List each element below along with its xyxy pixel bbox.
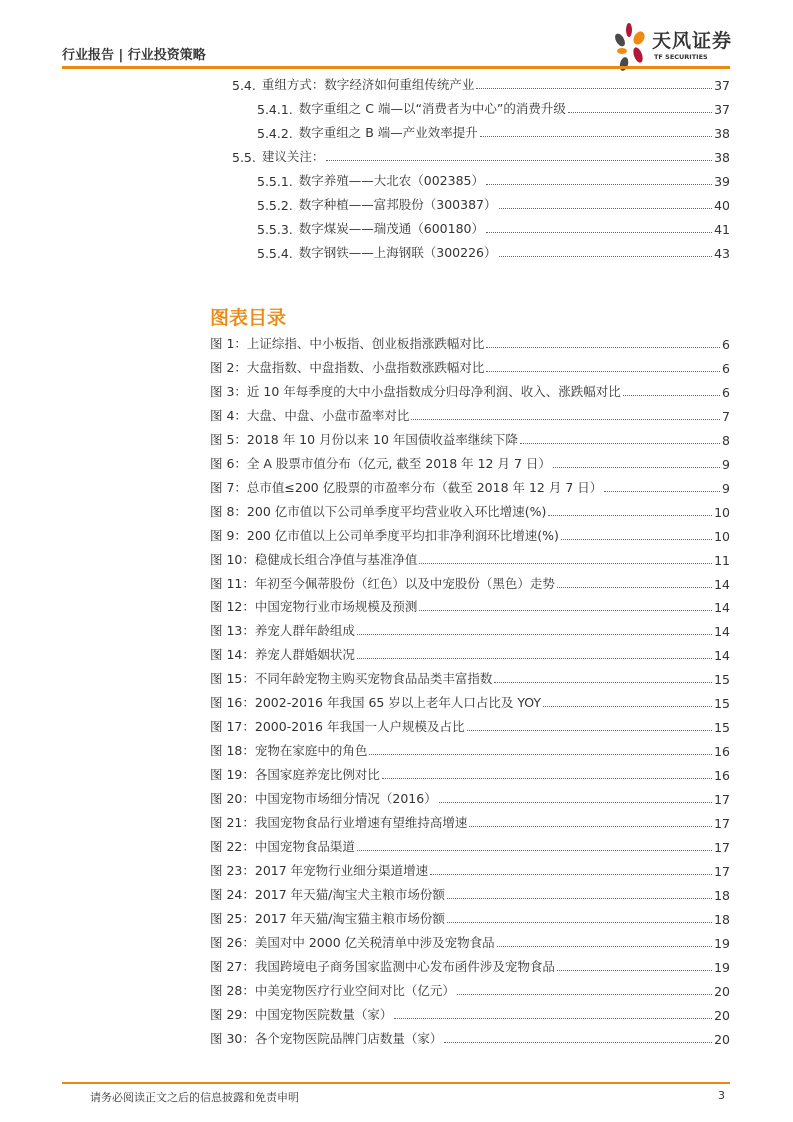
figure-entry[interactable] bbox=[210, 478, 730, 496]
dot-leader bbox=[543, 706, 712, 707]
entry-label: 图 11：年初至今佩蒂股份（红色）以及中宠股份（黑色）走势 bbox=[210, 575, 555, 591]
entry-label: 图 19：各国家庭养宠比例对比 bbox=[210, 767, 380, 783]
entry-page: 9 bbox=[722, 456, 730, 472]
entry-label: 建议关注： bbox=[261, 149, 325, 164]
figure-entry[interactable] bbox=[210, 765, 730, 783]
entry-page: 11 bbox=[714, 552, 730, 568]
entry-label: 图 26：美国对中 2000 亿关税清单中涉及宠物食品 bbox=[210, 934, 495, 950]
figure-entry[interactable] bbox=[210, 1029, 730, 1047]
dot-leader bbox=[382, 778, 712, 779]
dot-leader bbox=[623, 395, 720, 396]
dot-leader bbox=[520, 443, 720, 444]
figure-entry[interactable] bbox=[210, 645, 730, 663]
dot-leader bbox=[604, 491, 720, 492]
figure-entry[interactable] bbox=[210, 454, 730, 472]
entry-page: 37 bbox=[714, 102, 730, 117]
figure-entry[interactable] bbox=[210, 981, 730, 999]
figure-entry[interactable] bbox=[210, 957, 730, 975]
entry-page: 40 bbox=[714, 198, 730, 213]
entry-label: 图 13：养宠人群年龄组成 bbox=[210, 623, 355, 639]
toc-entry[interactable] bbox=[257, 243, 730, 261]
toc-entry[interactable] bbox=[257, 99, 730, 117]
figure-entry[interactable] bbox=[210, 382, 730, 400]
dot-leader bbox=[553, 467, 720, 468]
figure-entry[interactable] bbox=[210, 717, 730, 735]
entry-page: 9 bbox=[722, 480, 730, 496]
dot-leader bbox=[486, 184, 712, 185]
entry-label: 图 18：宠物在家庭中的角色 bbox=[210, 743, 368, 759]
entry-label: 数字养殖——大北农（002385） bbox=[298, 173, 484, 188]
entry-number: 5.4.1. bbox=[257, 102, 293, 117]
footer-divider bbox=[62, 1082, 730, 1084]
figure-entry[interactable] bbox=[210, 669, 730, 687]
entry-label: 图 30：各个宠物医院品牌门店数量（家） bbox=[210, 1030, 443, 1046]
entry-number: 5.5.4. bbox=[257, 246, 293, 261]
entry-number: 5.5. bbox=[232, 150, 256, 165]
entry-page: 6 bbox=[722, 384, 730, 400]
entry-page: 19 bbox=[714, 959, 730, 975]
entry-page: 17 bbox=[714, 839, 730, 855]
entry-label: 图 12：中国宠物行业市场规模及预测 bbox=[210, 599, 418, 615]
figure-entry[interactable] bbox=[210, 406, 730, 424]
entry-page: 6 bbox=[722, 337, 730, 352]
dot-leader bbox=[499, 256, 713, 257]
entry-label: 图 17：2000-2016 年我国一人户规模及占比 bbox=[210, 719, 465, 735]
dot-leader bbox=[369, 754, 712, 755]
entry-page: 14 bbox=[714, 576, 730, 592]
toc-entry[interactable] bbox=[257, 123, 730, 141]
entry-page: 37 bbox=[714, 78, 730, 93]
entry-page: 7 bbox=[722, 408, 730, 424]
figure-entry[interactable] bbox=[210, 502, 730, 520]
dot-leader bbox=[467, 730, 713, 731]
header-divider bbox=[62, 66, 730, 69]
dot-leader bbox=[444, 1042, 712, 1043]
figure-entry[interactable] bbox=[210, 741, 730, 759]
dot-leader bbox=[557, 970, 712, 971]
entry-label: 图 25：2017 年天猫/淘宝猫主粮市场份额 bbox=[210, 910, 445, 926]
figure-entry[interactable] bbox=[210, 837, 730, 855]
entry-label: 图 2：大盘指数、中盘指数、小盘指数涨跌幅对比 bbox=[210, 359, 485, 375]
figure-entry[interactable] bbox=[210, 526, 730, 544]
dot-leader bbox=[326, 160, 712, 161]
entry-label: 数字重组之 B 端—产业效率提升 bbox=[298, 125, 478, 140]
dot-leader bbox=[469, 826, 712, 827]
entry-page: 38 bbox=[714, 150, 730, 165]
entry-label: 数字重组之 C 端—以“消费者为中心”的消费升级 bbox=[298, 101, 566, 116]
figures-section-title: 图表目录 bbox=[210, 307, 287, 329]
dot-leader bbox=[419, 563, 712, 564]
entry-page: 16 bbox=[714, 744, 730, 760]
figure-entry[interactable] bbox=[210, 861, 730, 879]
entry-label: 图 23：2017 年宠物行业细分渠道增速 bbox=[210, 862, 429, 878]
figure-entry[interactable] bbox=[210, 550, 730, 568]
entry-label: 图 22：中国宠物食品渠道 bbox=[210, 838, 355, 854]
company-logo bbox=[612, 22, 737, 72]
entry-label: 数字种植——富邦股份（300387） bbox=[298, 197, 497, 212]
entry-page: 39 bbox=[714, 174, 730, 189]
entry-label: 图 27：我国跨境电子商务国家监测中心发布函件涉及宠物食品 bbox=[210, 958, 555, 974]
dot-leader bbox=[486, 371, 720, 372]
entry-label: 图 4：大盘、中盘、小盘市盈率对比 bbox=[210, 407, 410, 423]
dot-leader bbox=[557, 587, 712, 588]
toc-entry[interactable] bbox=[257, 195, 730, 213]
entry-page: 14 bbox=[714, 648, 730, 664]
entry-number: 5.5.1. bbox=[257, 174, 293, 189]
dot-leader bbox=[447, 922, 712, 923]
dot-leader bbox=[357, 634, 712, 635]
figure-entry[interactable] bbox=[210, 334, 730, 352]
entry-page: 8 bbox=[722, 432, 730, 448]
entry-page: 14 bbox=[714, 624, 730, 640]
page-number: 3 bbox=[718, 1089, 725, 1102]
entry-label: 图 16：2002-2016 年我国 65 岁以上老年人口占比及 YOY bbox=[210, 695, 542, 711]
dot-leader bbox=[430, 874, 712, 875]
dot-leader bbox=[476, 88, 712, 89]
entry-page: 20 bbox=[714, 1031, 730, 1047]
logo-chinese-name: 天风证券 bbox=[652, 30, 733, 52]
figure-entry[interactable] bbox=[210, 909, 730, 927]
entry-page: 14 bbox=[714, 600, 730, 616]
figure-entry[interactable] bbox=[210, 789, 730, 807]
entry-page: 41 bbox=[714, 222, 730, 237]
figure-entry[interactable] bbox=[210, 1005, 730, 1023]
entry-label: 图 9：200 亿市值以上公司单季度平均扣非净利润环比增速(%) bbox=[210, 527, 559, 543]
entry-label: 图 8：200 亿市值以下公司单季度平均营业收入环比增速(%) bbox=[210, 503, 547, 519]
entry-page: 17 bbox=[714, 816, 730, 831]
entry-page: 18 bbox=[714, 911, 730, 927]
entry-label: 数字钢铁——上海钢联（300226） bbox=[298, 245, 497, 260]
dot-leader bbox=[548, 515, 712, 516]
figure-entry[interactable] bbox=[210, 693, 730, 711]
toc-entry[interactable] bbox=[232, 147, 730, 165]
toc-entry[interactable] bbox=[257, 219, 730, 237]
dot-leader bbox=[561, 539, 712, 540]
dot-leader bbox=[357, 658, 712, 659]
entry-label: 图 6：全 A 股票市值分布（亿元, 截至 2018 年 12 月 7 日） bbox=[210, 455, 551, 471]
dot-leader bbox=[447, 898, 712, 899]
entry-page: 18 bbox=[714, 887, 730, 903]
entry-label: 图 14：养宠人群婚姻状况 bbox=[210, 647, 355, 663]
entry-page: 16 bbox=[714, 768, 730, 784]
figure-entry[interactable] bbox=[210, 430, 730, 448]
entry-number: 5.4. bbox=[232, 78, 256, 93]
figure-entry[interactable] bbox=[210, 358, 730, 376]
entry-page: 15 bbox=[714, 720, 730, 736]
entry-page: 38 bbox=[714, 126, 730, 141]
report-header-title: 行业报告 | 行业投资策略 bbox=[62, 48, 206, 63]
entry-number: 5.5.3. bbox=[257, 222, 293, 237]
toc-entry[interactable] bbox=[257, 171, 730, 189]
entry-label: 图 29：中国宠物医院数量（家） bbox=[210, 1006, 393, 1022]
figure-entry[interactable] bbox=[210, 574, 730, 592]
entry-number: 5.5.2. bbox=[257, 198, 293, 213]
figure-entry[interactable] bbox=[210, 813, 730, 831]
entry-page: 15 bbox=[714, 696, 730, 712]
entry-page: 17 bbox=[714, 863, 730, 879]
entry-label: 图 24：2017 年天猫/淘宝犬主粮市场份额 bbox=[210, 886, 445, 902]
dot-leader bbox=[480, 136, 712, 137]
entry-label: 图 20：中国宠物市场细分情况（2016） bbox=[210, 791, 437, 807]
entry-page: 20 bbox=[714, 983, 730, 999]
dot-leader bbox=[439, 802, 712, 803]
entry-page: 17 bbox=[714, 792, 730, 808]
entry-page: 15 bbox=[714, 672, 730, 688]
footer-disclaimer: 请务必阅读正文之后的信息披露和免责申明 bbox=[90, 1091, 299, 1104]
dot-leader bbox=[357, 850, 712, 851]
figure-entry[interactable] bbox=[210, 597, 730, 615]
entry-label: 图 15：不同年龄宠物主购买宠物食品品类丰富指数 bbox=[210, 671, 493, 687]
dot-leader bbox=[499, 208, 713, 209]
entry-page: 10 bbox=[714, 528, 730, 544]
dot-leader bbox=[411, 419, 720, 420]
entry-page: 6 bbox=[722, 360, 730, 376]
entry-label: 重组方式：数字经济如何重组传统产业 bbox=[261, 77, 475, 92]
entry-label: 图 5：2018 年 10 月份以来 10 年国债收益率继续下降 bbox=[210, 431, 518, 447]
logo-petals-icon bbox=[612, 22, 652, 72]
dot-leader bbox=[486, 232, 712, 233]
entry-number: 5.4.2. bbox=[257, 126, 293, 141]
toc-entry[interactable] bbox=[232, 75, 730, 93]
dot-leader bbox=[486, 347, 720, 348]
entry-label: 图 10：稳健成长组合净值与基准净值 bbox=[210, 551, 418, 567]
dot-leader bbox=[494, 682, 712, 683]
entry-label: 图 28：中美宠物医疗行业空间对比（亿元） bbox=[210, 982, 455, 998]
entry-label: 数字煤炭——瑞茂通（600180） bbox=[298, 221, 484, 236]
entry-page: 20 bbox=[714, 1007, 730, 1023]
dot-leader bbox=[568, 112, 712, 113]
entry-page: 19 bbox=[714, 935, 730, 951]
dot-leader bbox=[457, 994, 712, 995]
logo-english-name: TF SECURITIES bbox=[654, 53, 708, 61]
dot-leader bbox=[419, 610, 712, 611]
entry-page: 10 bbox=[714, 504, 730, 520]
figure-entry[interactable] bbox=[210, 885, 730, 903]
entry-label: 图 3：近 10 年每季度的大中小盘指数成分归母净利润、收入、涨跌幅对比 bbox=[210, 383, 621, 399]
dot-leader bbox=[394, 1018, 712, 1019]
figure-entry[interactable] bbox=[210, 933, 730, 951]
figure-entry[interactable] bbox=[210, 621, 730, 639]
entry-page: 43 bbox=[714, 246, 730, 261]
entry-label: 图 1：上证综指、中小板指、创业板指涨跌幅对比 bbox=[210, 336, 485, 351]
entry-label: 图 21：我国宠物食品行业增速有望维持高增速 bbox=[210, 815, 468, 830]
dot-leader bbox=[497, 946, 712, 947]
entry-label: 图 7：总市值≤200 亿股票的市盈率分布（截至 2018 年 12 月 7 日） bbox=[210, 479, 603, 495]
